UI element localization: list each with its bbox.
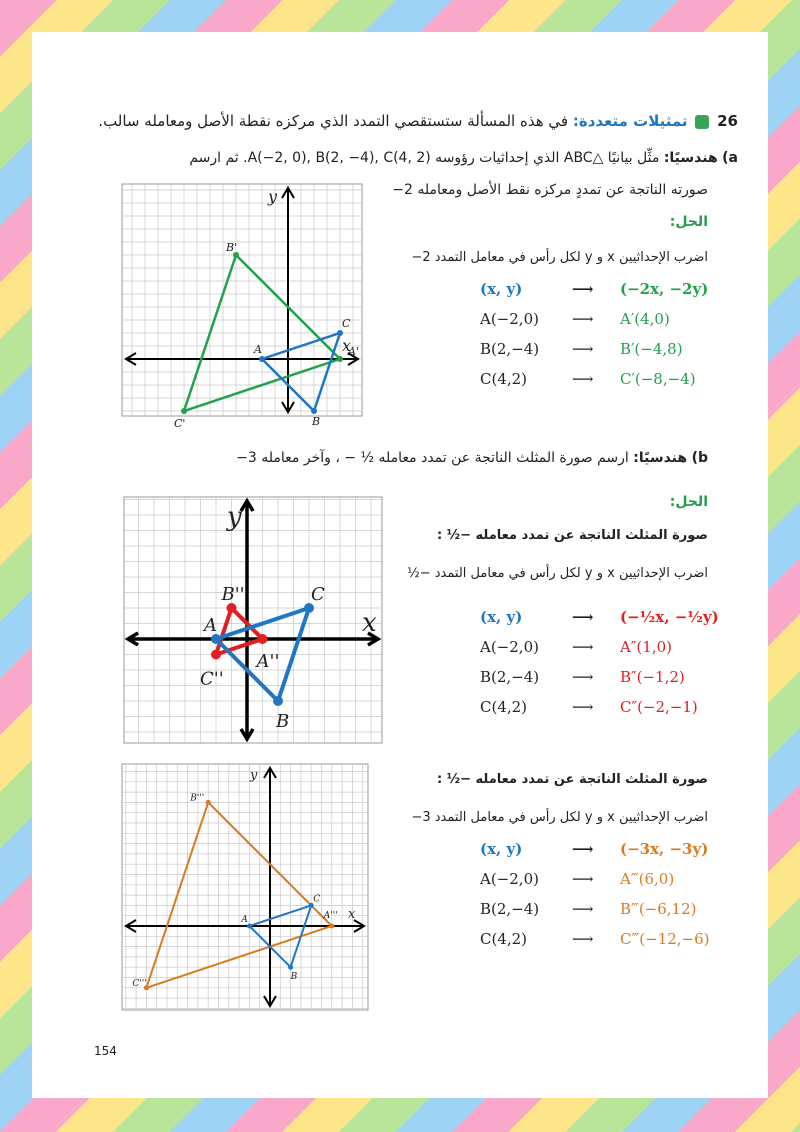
textbook-page <box>32 32 768 1098</box>
solution-row-arrow: ⟶ <box>572 280 594 298</box>
grid-frame <box>122 764 368 1010</box>
solution-row-right: C′(−8,−4) <box>620 370 696 388</box>
solution-a-label: الحل: <box>669 214 708 230</box>
solution-row-right: B′(−4,8) <box>620 340 683 358</box>
solution-row-left: A(−2,0) <box>480 310 539 328</box>
vertex-label: B <box>290 972 298 983</box>
solution-row-arrow: ⟶ <box>572 698 594 716</box>
part-b-line <box>68 450 708 466</box>
solution-row-arrow: ⟶ <box>572 668 594 686</box>
vertex-label: A' <box>348 345 359 358</box>
solution-row-left: (x, y) <box>480 280 523 298</box>
section-title: تمثيلات متعددة: <box>572 112 688 130</box>
solution-row-arrow: ⟶ <box>572 608 594 626</box>
solution-row-arrow: ⟶ <box>572 840 594 858</box>
image-triangle-vertex <box>211 650 221 660</box>
x-axis-label: x <box>348 907 356 922</box>
part-b-text: ارسم صورة المثلث الناتجة عن تمدد معامله ½ − ، وآخر معامله 3− <box>236 450 629 466</box>
vertex-label: B''' <box>190 793 205 804</box>
solution-row-left: A(−2,0) <box>480 638 539 656</box>
x-axis-label: x <box>362 608 377 638</box>
solution-row-arrow: ⟶ <box>572 870 594 888</box>
vertex-label: C <box>313 894 321 905</box>
vertex-label: A <box>241 915 248 925</box>
graph-b2 <box>122 764 368 1010</box>
original-triangle-vertex <box>288 965 293 970</box>
solution-row-right: C″(−2,−1) <box>620 698 698 716</box>
solution-row-left: B(2,−4) <box>480 340 540 358</box>
part-a-text-1: مثِّل بيانيًا △ABC الذي إحداثيات رؤوسه A(−2, 0), B(2, −4), C(4, 2). ثم ارسم <box>189 150 660 166</box>
solution-row-left: C(4,2) <box>480 698 528 716</box>
solution-row-arrow: ⟶ <box>572 310 594 328</box>
original-triangle-vertex <box>259 356 265 362</box>
solution-row-left: (x, y) <box>480 840 523 858</box>
part-b-label: b) <box>691 450 708 466</box>
problem-header <box>38 112 738 130</box>
puzzle-icon <box>695 115 709 129</box>
solution-b1-heading <box>388 528 708 543</box>
vertex-label: B <box>276 711 290 732</box>
image-triangle-vertex <box>258 634 268 644</box>
solution-row-right: C‴(−12,−6) <box>620 930 710 948</box>
image-triangle-vertex <box>206 800 211 805</box>
x-axis-label: x <box>342 336 352 355</box>
part-a-text-2: صورته الناتجة عن تمددٍ مركزه نقط الأصل ومعامله 2− <box>392 182 708 198</box>
graph-b1 <box>124 497 382 743</box>
vertex-label: C <box>342 317 351 330</box>
vertex-label: C'' <box>200 668 224 690</box>
y-axis-label: y <box>227 502 242 532</box>
solution-b1-heading-text: صورة المثلث الناتجة عن تمدد معامله <box>475 528 708 543</box>
original-triangle-vertex <box>273 696 283 706</box>
solution-b2-heading-text: صورة المثلث الناتجة عن تمدد معامله <box>475 772 708 787</box>
solution-row-arrow: ⟶ <box>572 370 594 388</box>
vertex-label: A''' <box>323 911 338 921</box>
solution-row-left: B(2,−4) <box>480 668 540 686</box>
vertex-label: C <box>311 584 325 605</box>
y-axis-label: y <box>250 768 258 783</box>
solution-row-right: (−½x, −½y) <box>620 608 719 626</box>
image-triangle-vertex <box>181 408 187 414</box>
solution-row-arrow: ⟶ <box>572 930 594 948</box>
image-triangle-vertex <box>337 356 343 362</box>
solution-row-left: (x, y) <box>480 608 523 626</box>
part-b-title: هندسيًا: <box>633 450 688 466</box>
solution-row-left: C(4,2) <box>480 930 528 948</box>
vertex-label: A <box>254 343 262 356</box>
solution-row-arrow: ⟶ <box>572 638 594 656</box>
problem-number: 26 <box>717 112 738 130</box>
solution-row-right: (−2x, −2y) <box>620 280 709 298</box>
y-axis-label: y <box>268 187 278 206</box>
solution-b1-heading-factor: −½ : <box>436 528 472 543</box>
vertex-label: A'' <box>256 651 280 672</box>
solution-row-right: A″(1,0) <box>620 638 672 656</box>
part-a-label: a) <box>722 150 738 166</box>
grid-frame <box>124 497 382 743</box>
solution-b2-heading <box>388 772 708 787</box>
vertex-label: C''' <box>132 978 147 989</box>
solution-row-right: A′(4,0) <box>620 310 670 328</box>
solution-a-instruction: اضرب الإحداثيين x و y لكل رأس في معامل التمدد 2− <box>411 250 708 265</box>
vertex-label: B' <box>226 241 238 254</box>
solution-row-left: C(4,2) <box>480 370 528 388</box>
page-number: 154 <box>94 1044 117 1058</box>
solution-b-label: الحل: <box>669 494 708 510</box>
vertex-label: C' <box>174 417 186 430</box>
solution-row-right: B″(−1,2) <box>620 668 685 686</box>
part-a-line-1 <box>38 150 738 166</box>
solution-row-left: B(2,−4) <box>480 900 540 918</box>
problem-intro: في هذه المسألة ستستقصي التمدد الذي مركزه نقطة الأصل ومعامله سالب. <box>98 112 569 130</box>
vertex-label: B'' <box>221 584 245 605</box>
part-a-title: هندسيًا: <box>663 150 718 166</box>
solution-b2-instruction: اضرب الإحداثيين x و y لكل رأس في معامل التمدد 3− <box>411 810 708 825</box>
solution-b1-instruction: اضرب الإحداثيين x و y لكل رأس في معامل التمدد −½ <box>407 566 708 581</box>
image-triangle-vertex <box>329 924 334 929</box>
solution-row-right: B‴(−6,12) <box>620 900 697 918</box>
solution-row-arrow: ⟶ <box>572 340 594 358</box>
solution-row-right: A‴(6,0) <box>620 870 675 888</box>
solution-row-right: (−3x, −3y) <box>620 840 709 858</box>
vertex-label: A <box>204 615 217 636</box>
vertex-label: B <box>312 415 321 428</box>
solution-b2-heading-factor: −½ : <box>436 772 472 787</box>
original-triangle-vertex <box>311 408 317 414</box>
solution-row-left: A(−2,0) <box>480 870 539 888</box>
solution-row-arrow: ⟶ <box>572 900 594 918</box>
graph-a <box>122 184 362 430</box>
